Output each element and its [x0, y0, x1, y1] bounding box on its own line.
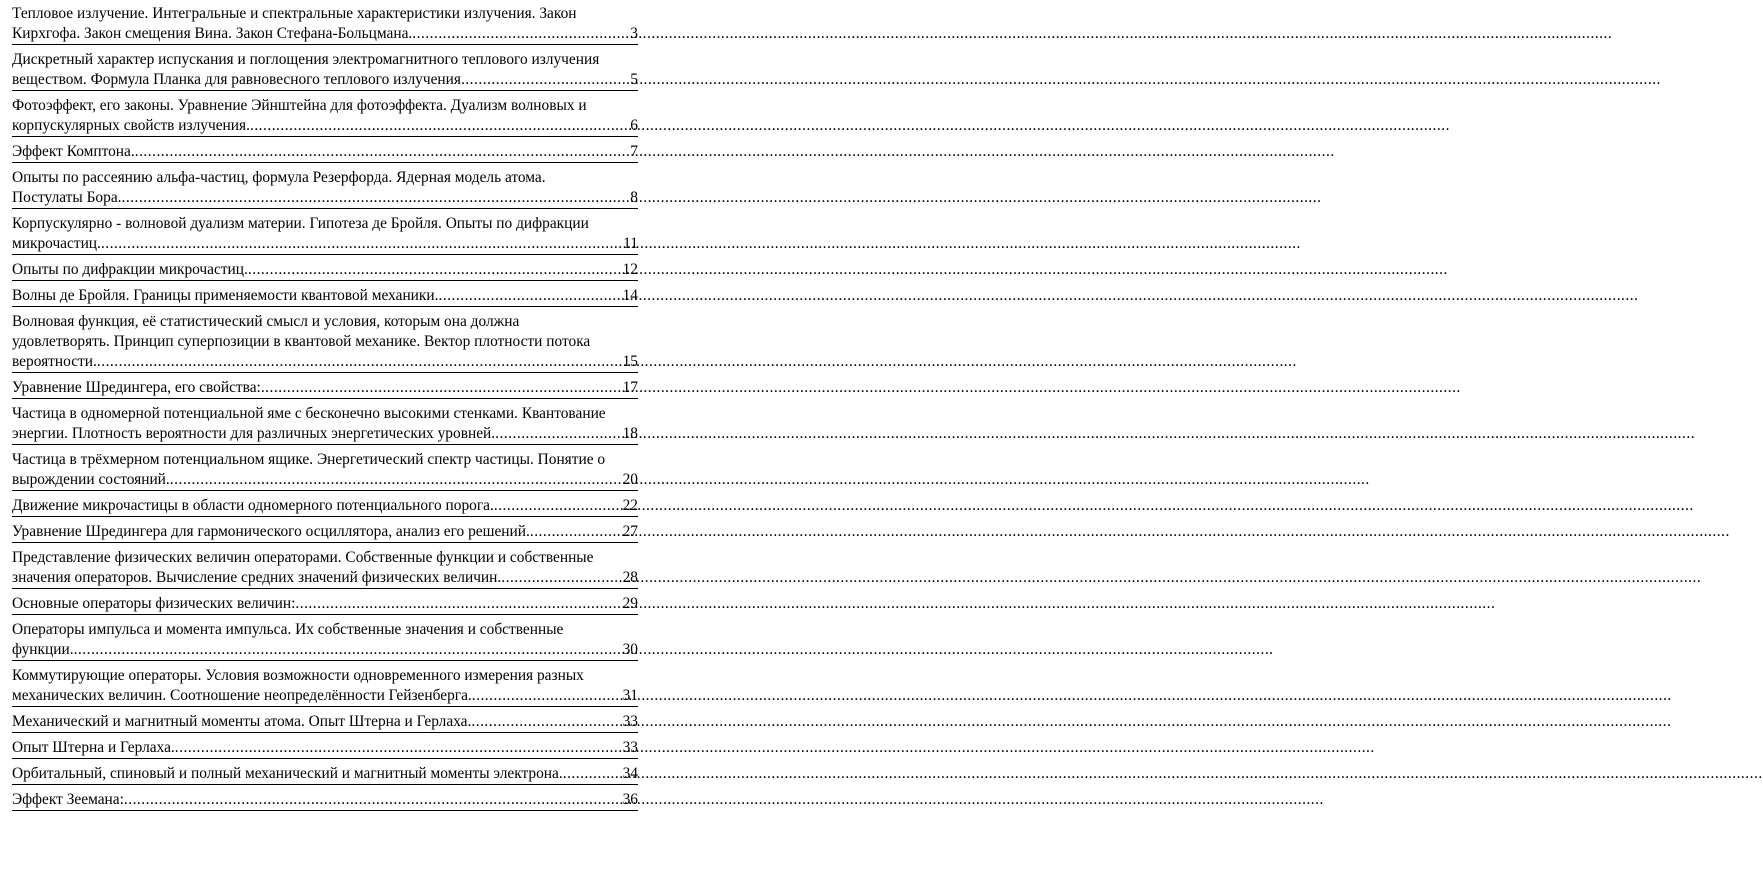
toc-entry-title-line: функции.: [12, 641, 74, 658]
entry-underline: [12, 784, 638, 785]
dot-leader: [461, 70, 629, 90]
toc-page-number: 33: [622, 739, 638, 756]
toc-entry-title-line: значения операторов. Вычисление средних значений физических величин.: [12, 569, 502, 586]
toc-entry-title-line: Частица в одномерной потенциальной яме с бесконечно высокими стенками. Квантование: [12, 405, 606, 422]
toc-entry-line: [12, 70, 638, 90]
toc-entry-title-line: Механический и магнитный моменты атома. Опыт Штерна и Герлаха.: [12, 713, 472, 730]
toc-page-number: 36: [622, 791, 638, 808]
toc-entry[interactable]: [12, 214, 638, 260]
toc-page-number: 11: [623, 235, 638, 252]
toc-page-number: 28: [622, 569, 638, 586]
toc-entry-title-line: Уравнение Шредингера, его свойства:: [12, 379, 261, 396]
toc-entry-title-line: Эффект Комптона.: [12, 143, 135, 160]
dot-leader: [122, 188, 630, 208]
toc-entry-title-line: Операторы импульса и момента импульса. Их собственные значения и собственные: [12, 621, 564, 638]
toc-entry[interactable]: [12, 4, 638, 50]
dot-leader: [248, 260, 622, 280]
dot-leader: [124, 790, 622, 810]
toc-entry-line: [12, 712, 638, 732]
toc-page-number: 7: [630, 143, 638, 160]
toc-page-number: 30: [622, 641, 638, 658]
entry-underline: [12, 490, 638, 491]
toc-entry-line: [12, 594, 638, 614]
entry-underline: [12, 810, 638, 811]
toc-entry-title-line: Дискретный характер испускания и поглощения электромагнитного теплового излучения: [12, 51, 600, 68]
dot-leader: [170, 470, 622, 490]
dot-leader: [97, 352, 622, 372]
entry-underline: [12, 162, 638, 163]
toc-entry-title-line: вырождении состояний.: [12, 471, 170, 488]
toc-entry-line: [12, 686, 638, 706]
toc-entry-line: [12, 24, 638, 44]
toc-entry-line: [12, 286, 638, 306]
toc-entry[interactable]: [12, 286, 638, 312]
entry-underline: [12, 372, 638, 373]
dot-leader: [175, 738, 622, 758]
toc-page-number: 20: [622, 471, 638, 488]
toc-entry-title-line: Уравнение Шредингера для гармонического осциллятора, анализ его решений.: [12, 523, 530, 540]
toc-entry[interactable]: [12, 548, 638, 594]
toc-entry-title-line: микрочастиц.: [12, 235, 101, 252]
toc-entry-title-line: Постулаты Бора.: [12, 189, 122, 206]
toc-entry-line: [12, 620, 638, 640]
toc-entry-line: [12, 142, 638, 162]
dot-leader: [101, 234, 622, 254]
entry-underline: [12, 208, 638, 209]
toc-entry-line: [12, 738, 638, 758]
toc-entry-title-line: Опыты по дифракции микрочастиц.: [12, 261, 248, 278]
dot-leader: [472, 686, 622, 706]
dot-leader: [74, 640, 622, 660]
toc-entry[interactable]: [12, 312, 638, 378]
toc-entry-line: [12, 96, 638, 116]
toc-page-number: 8: [630, 189, 638, 206]
toc-entry-title-line: Орбитальный, спиновый и полный механический и магнитный моменты электрона.: [12, 765, 563, 782]
toc-entry[interactable]: [12, 404, 638, 450]
toc-entry[interactable]: [12, 712, 638, 738]
toc-entry[interactable]: [12, 666, 638, 712]
toc-entry-title-line: Движение микрочастицы в области одномерного потенциального порога.: [12, 497, 494, 514]
entry-underline: [12, 398, 638, 399]
entry-underline: [12, 732, 638, 733]
toc-entry-line: [12, 116, 638, 136]
toc-entry[interactable]: [12, 50, 638, 96]
toc-entry-line: [12, 790, 638, 810]
toc-entry-title-line: механических величин. Соотношение неопределённости Гейзенберга.: [12, 687, 472, 704]
toc-entry-line: [12, 50, 638, 70]
dot-leader: [471, 712, 621, 732]
dot-leader: [261, 378, 622, 398]
toc-entry-title-line: Фотоэффект, его законы. Уравнение Эйнштейна для фотоэффекта. Дуализм волновых и: [12, 97, 587, 114]
entry-underline: [12, 516, 638, 517]
entry-underline: [12, 280, 638, 281]
entry-underline: [12, 706, 638, 707]
entry-underline: [12, 660, 638, 661]
toc-entry-title-line: Волновая функция, её статистический смысл и условия, которым она должна: [12, 313, 520, 330]
toc-entry-line: [12, 168, 638, 188]
toc-entry[interactable]: [12, 168, 638, 214]
toc-page-number: 27: [622, 523, 638, 540]
toc-entry-line: [12, 214, 638, 234]
toc-entry[interactable]: [12, 96, 638, 142]
entry-underline: [12, 542, 638, 543]
toc-entry-line: [12, 470, 638, 490]
toc-page-number: 6: [630, 117, 638, 134]
toc-entry-title-line: Опыт Штерна и Герлаха.: [12, 739, 175, 756]
dot-leader: [530, 522, 622, 542]
toc-entry[interactable]: [12, 142, 638, 168]
toc-page-number: 5: [630, 71, 638, 88]
toc-page-number: 15: [622, 353, 638, 370]
toc-page-number: 31: [622, 687, 638, 704]
toc-entry-line: [12, 548, 638, 568]
toc-entry[interactable]: [12, 260, 638, 286]
toc-entry-title-line: Эффект Зеемана:: [12, 791, 124, 808]
entry-underline: [12, 588, 638, 589]
toc-page-number: 12: [622, 261, 638, 278]
dot-leader: [250, 116, 629, 136]
toc-entry-title-line: удовлетворять. Принцип суперпозиции в квантовой механике. Вектор плотности потока: [12, 333, 591, 350]
toc-entry-title-line: Основные операторы физических величин:: [12, 595, 296, 612]
toc-entry-line: [12, 450, 638, 470]
entry-underline: [12, 306, 638, 307]
dot-leader: [438, 286, 621, 306]
toc-entry-title-line: Коммутирующие операторы. Условия возможности одновременного измерения разных: [12, 667, 584, 684]
entry-underline: [12, 614, 638, 615]
dot-leader: [412, 24, 629, 44]
toc-entry[interactable]: [12, 790, 638, 816]
toc-entry-title-line: Корпускулярно - волновой дуализм материи. Гипотеза де Бройля. Опыты по дифракции: [12, 215, 589, 232]
toc-entry-title-line: Кирхгофа. Закон смещения Вина. Закон Стефана-Больцмана.: [12, 25, 413, 42]
toc-entry-line: [12, 496, 638, 516]
entry-underline: [12, 444, 638, 445]
toc-entry-line: [12, 4, 638, 24]
toc-entry-title-line: Тепловое излучение. Интегральные и спектральные характеристики излучения. Закон: [12, 5, 577, 22]
dot-leader: [295, 594, 621, 614]
toc-page-number: 18: [622, 425, 638, 442]
toc-entry-line: [12, 404, 638, 424]
toc-page-number: 34: [622, 765, 638, 782]
toc-page-number: 14: [622, 287, 638, 304]
toc-entry[interactable]: [12, 738, 638, 764]
toc-entry[interactable]: [12, 620, 638, 666]
toc-entry-title-line: Частица в трёхмерном потенциальном ящике. Энергетический спектр частицы. Понятие о: [12, 451, 606, 468]
entry-underline: [12, 758, 638, 759]
toc-entry-line: [12, 666, 638, 686]
entry-underline: [12, 90, 638, 91]
toc-entry-line: [12, 260, 638, 280]
toc-entry-line: [12, 188, 638, 208]
toc-page-number: 22: [622, 497, 638, 514]
toc-entry-line: [12, 424, 638, 444]
entry-underline: [12, 136, 638, 137]
toc-page-number: 33: [622, 713, 638, 730]
toc-entry-title-line: веществом. Формула Планка для равновесного теплового излучения: [12, 71, 461, 88]
toc-entry-line: [12, 568, 638, 588]
toc-entry-line: [12, 332, 638, 352]
toc-entry-line: [12, 522, 638, 542]
toc-entry[interactable]: [12, 496, 638, 522]
dot-leader: [563, 764, 622, 784]
toc-entry-line: [12, 640, 638, 660]
toc-entry-title-line: Волны де Бройля. Границы применяемости квантовой механики.: [12, 287, 439, 304]
table-of-contents: [12, 4, 638, 816]
toc-entry-line: [12, 352, 638, 372]
dot-leader: [495, 424, 622, 444]
toc-entry-line: [12, 312, 638, 332]
toc-entry-title-line: корпускулярных свойств излучения.: [12, 117, 250, 134]
toc-entry-title-line: Представление физических величин операторами. Собственные функции и собственные: [12, 549, 594, 566]
toc-page-number: 3: [630, 25, 638, 42]
toc-entry-title-line: энергии. Плотность вероятности для различных энергетических уровней.: [12, 425, 496, 442]
toc-entry[interactable]: [12, 764, 638, 790]
toc-entry-title-line: Опыты по рассеянию альфа-частиц, формула Резерфорда. Ядерная модель атома.: [12, 169, 546, 186]
toc-entry[interactable]: [12, 378, 638, 404]
dot-leader: [135, 142, 630, 162]
dot-leader: [494, 496, 622, 516]
toc-entry-line: [12, 764, 638, 784]
toc-page-number: 17: [622, 379, 638, 396]
toc-entry[interactable]: [12, 450, 638, 496]
toc-entry-title-line: вероятности.: [12, 353, 97, 370]
toc-entry-line: [12, 378, 638, 398]
toc-page-number: 29: [622, 595, 638, 612]
entry-underline: [12, 254, 638, 255]
toc-entry[interactable]: [12, 594, 638, 620]
toc-entry-line: [12, 234, 638, 254]
dot-leader: [501, 568, 621, 588]
entry-underline: [12, 44, 638, 45]
toc-entry[interactable]: [12, 522, 638, 548]
